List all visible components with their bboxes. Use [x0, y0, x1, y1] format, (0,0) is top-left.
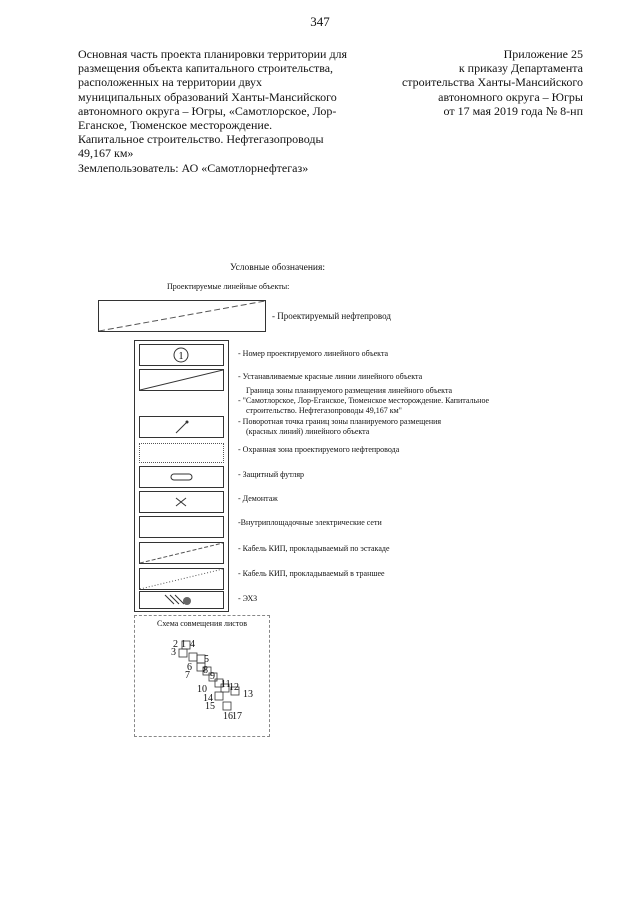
- header-left-line: размещения объекта капитального строительства,: [78, 61, 334, 76]
- header-right: [343, 47, 583, 118]
- pipeline-symbol: [98, 300, 266, 332]
- sheet-number: 9: [210, 671, 215, 682]
- linear-objects-title: Проектируемые линейные объекты:: [167, 282, 290, 291]
- legend-label: - Кабель КИП, прокладываемый по эстакаде: [238, 544, 390, 553]
- legend-label: - Устанавливаемые красные линии линейного объекта: [238, 372, 423, 381]
- legend-label: - Кабель КИП, прокладываемый в траншее: [238, 569, 385, 578]
- electric-networks-symbol: [139, 516, 224, 538]
- land-user-line: Землепользователь: АО «Самотлорнефтегаз»: [78, 160, 309, 175]
- pipeline-label: - Проектируемый нефтепровод: [272, 311, 391, 321]
- header-left-line: Основная часть проекта планировки территории для: [78, 47, 348, 61]
- legend-label: - Поворотная точка границ зоны планируемого размещения: [238, 417, 442, 426]
- region-line: автономного округа – Югры: [438, 89, 583, 104]
- sheet-number: 2: [173, 639, 178, 650]
- sheet-number: 14: [203, 693, 213, 704]
- number-symbol: [139, 344, 224, 366]
- legend-label: - "Самотлорское, Лор-Еганское, Тюменское месторождение. Капитальное: [238, 396, 490, 405]
- sheet-number: 6: [187, 662, 192, 673]
- sheet-number: 12: [229, 682, 239, 693]
- ehz-symbol: [139, 591, 224, 609]
- circle-number: 1: [178, 351, 184, 362]
- legend-label: - Защитный футляр: [238, 470, 305, 479]
- header-left-line: автономного округа – Югры, «Самотлорское, Лор-: [78, 103, 337, 118]
- sheet-number: 13: [243, 689, 253, 700]
- legend-title: Условные обозначения:: [230, 263, 326, 273]
- sheet-number: 3: [171, 647, 176, 658]
- header-left-line: Еганское, Тюменское месторождение.: [78, 118, 273, 133]
- sheet-number: 11: [221, 679, 231, 690]
- page-number: 347: [310, 14, 330, 29]
- sheet-number: 7: [185, 670, 190, 681]
- sheet-number: 4: [190, 639, 195, 650]
- sheet-scheme: [134, 615, 270, 737]
- cable-trench-symbol: [139, 568, 224, 590]
- department-line: строительства Ханты-Мансийского: [401, 75, 583, 90]
- header-left-line: расположенных на территории двух: [78, 75, 263, 90]
- date-line: от 17 мая 2019 года № 8-нп: [443, 103, 583, 118]
- legend-label: - Охранная зона проектируемого нефтепровода: [238, 445, 400, 454]
- sheet-number: 5: [204, 654, 209, 665]
- legend-label: Граница зоны планируемого размещения линейного объекта: [246, 386, 453, 395]
- sheet-number: 16: [223, 711, 233, 722]
- scheme-sheets-diagram: [135, 616, 269, 736]
- legend-label: - ЭХЗ: [238, 594, 258, 603]
- protection-zone-symbol: [139, 443, 224, 463]
- protective-case-symbol: [139, 466, 224, 488]
- order-line: к приказу Департамента: [458, 61, 583, 76]
- cable-overpass-symbol: [139, 542, 224, 564]
- legend-label: - Демонтаж: [238, 494, 278, 503]
- sheet-number: 1: [181, 639, 186, 650]
- header-left-line: Капитальное строительство. Нефтегазопроводы: [78, 132, 324, 147]
- sheet-number: 10: [197, 684, 207, 695]
- legend-column: [134, 340, 229, 612]
- legend-label: (красных линий) линейного объекта: [246, 427, 370, 436]
- legend-label: -Внутриплощадочные электрические сети: [238, 518, 382, 527]
- turn-point-symbol: [139, 416, 224, 438]
- dismantling-symbol: [139, 491, 224, 513]
- legend-label: строительство. Нефтегазопроводы 49,167 км": [246, 406, 402, 415]
- sheet-number: 8: [203, 665, 208, 676]
- header-left-line: 49,167 км»: [78, 146, 134, 161]
- red-lines-symbol: [139, 369, 224, 391]
- scheme-title: Схема совмещения листов: [157, 619, 247, 628]
- header-left: [78, 47, 378, 175]
- sheet-number: 17: [232, 711, 242, 722]
- header-left-line: муниципальных образований Ханты-Мансийского: [78, 89, 337, 104]
- sheet-number: 15: [205, 701, 215, 712]
- appendix-line: Приложение 25: [503, 47, 583, 61]
- legend-label: - Номер проектируемого линейного объекта: [238, 349, 389, 358]
